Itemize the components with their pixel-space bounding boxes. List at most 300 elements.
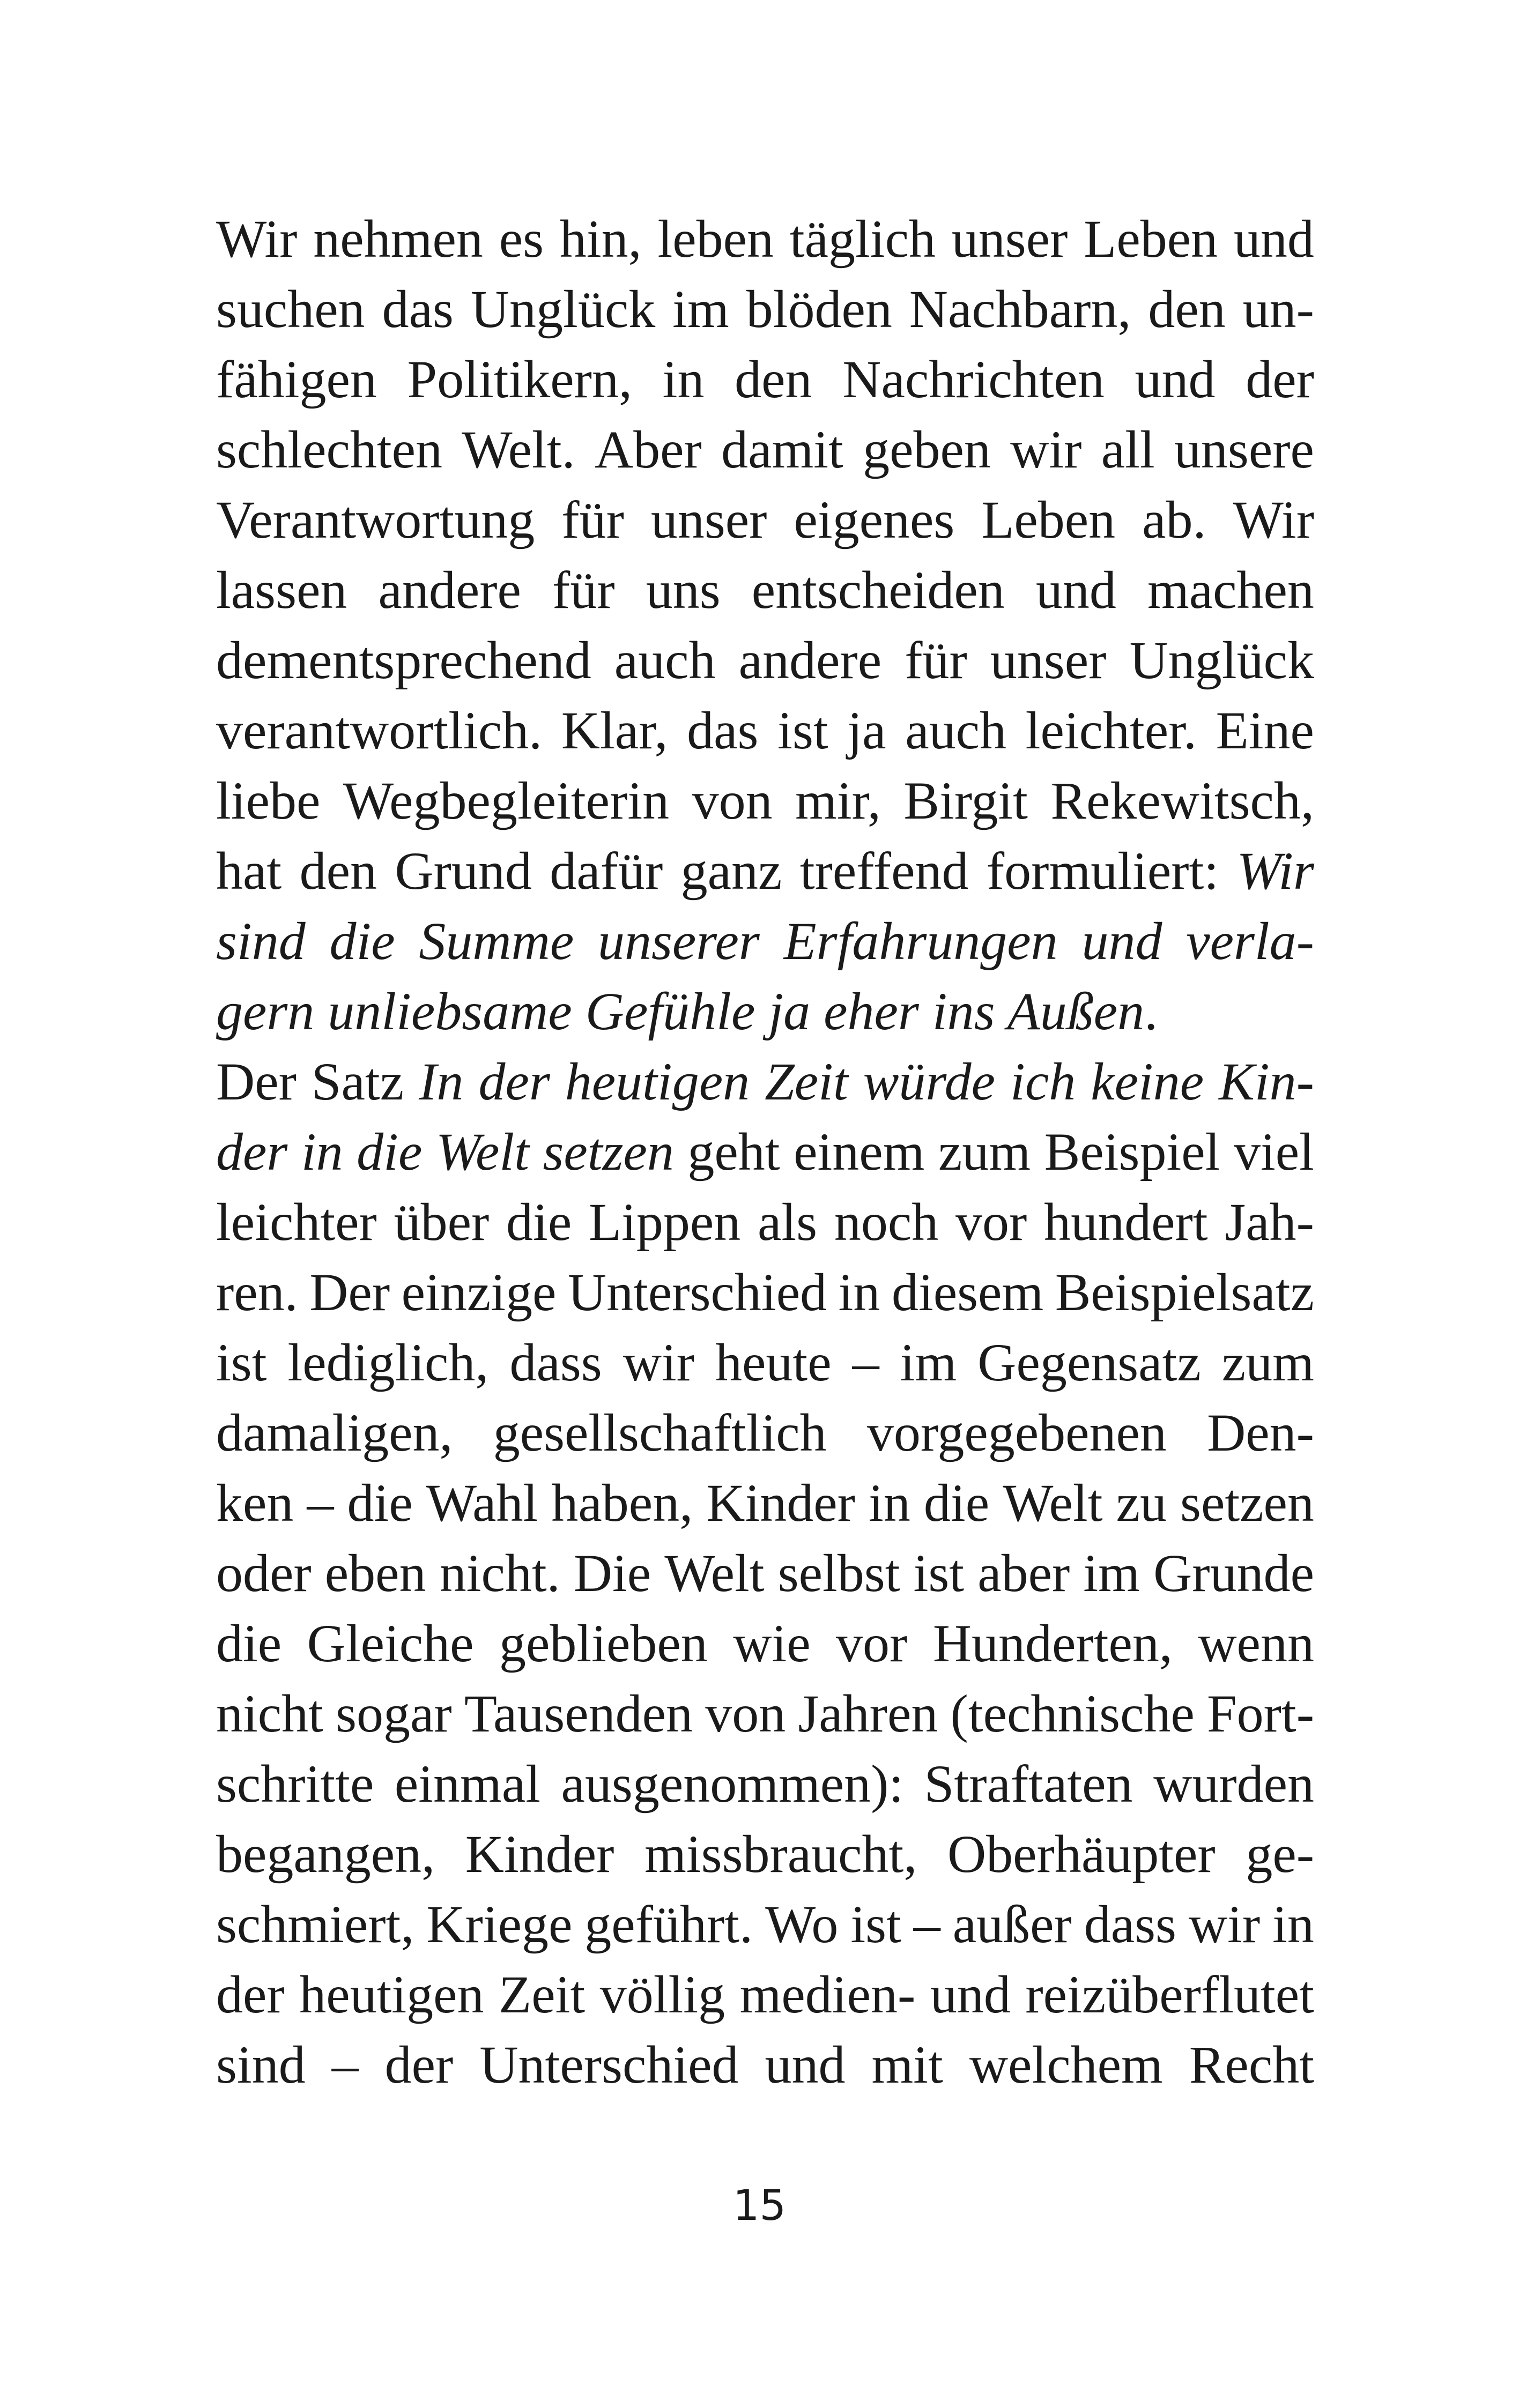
word-space <box>632 344 663 414</box>
text-segment: Welt. <box>462 420 575 479</box>
word-space <box>572 1889 584 1959</box>
text-line <box>216 485 1314 555</box>
text-segment: selbst <box>777 1543 900 1603</box>
word-space <box>1216 1819 1246 1889</box>
text-segment: auch <box>614 630 716 690</box>
text-line <box>216 1046 1314 1117</box>
word-space <box>266 1327 287 1398</box>
text-segment: im <box>900 1333 957 1392</box>
word-space <box>452 1678 464 1749</box>
text-line <box>216 1608 1314 1678</box>
word-space <box>298 1257 310 1327</box>
word-space <box>774 204 790 274</box>
text-segment: unser <box>650 490 767 549</box>
text-segment: ist <box>850 1894 901 1954</box>
word-space <box>1131 274 1148 344</box>
word-space <box>1260 1889 1272 1959</box>
text-segment: Kinder <box>465 1824 614 1884</box>
word-space <box>989 1468 1003 1538</box>
text-segment: damit <box>721 420 843 479</box>
text-line <box>216 976 1314 1046</box>
text-segment: haben, <box>551 1473 693 1533</box>
text-segment: viel <box>1233 1122 1314 1181</box>
word-space <box>827 1398 867 1468</box>
word-space <box>1072 1889 1084 1959</box>
word-space <box>780 1117 794 1187</box>
word-space <box>924 1117 938 1187</box>
italic-text: die <box>357 1122 423 1181</box>
word-space <box>1204 1046 1219 1117</box>
text-segment: mir, <box>795 771 881 830</box>
text-segment: schmiert, <box>216 1894 414 1954</box>
word-space <box>556 1257 568 1327</box>
word-space <box>758 695 777 765</box>
text-segment: Birgit <box>903 771 1028 830</box>
word-space <box>343 1117 357 1187</box>
text-segment: die <box>347 1473 413 1533</box>
word-space <box>1208 1187 1225 1257</box>
word-space <box>968 836 986 906</box>
word-space <box>488 1327 509 1398</box>
word-space <box>414 1889 426 1959</box>
text-line <box>216 1749 1314 1819</box>
word-space <box>812 344 843 414</box>
text-segment: einzige <box>401 1262 557 1322</box>
word-space <box>1133 1749 1154 1819</box>
word-space <box>740 1187 758 1257</box>
text-segment: und <box>1035 560 1116 620</box>
text-segment: un- <box>1242 279 1314 339</box>
text-line <box>216 1889 1314 1959</box>
text-segment: uns <box>646 560 721 620</box>
word-space <box>395 906 419 976</box>
word-space <box>287 1117 301 1187</box>
word-space <box>786 1678 798 1749</box>
word-space <box>767 485 794 555</box>
word-space <box>954 485 981 555</box>
word-space <box>281 836 299 906</box>
word-space <box>663 836 680 906</box>
text-segment: den <box>735 350 812 409</box>
word-space <box>602 1327 623 1398</box>
text-line <box>216 1398 1314 1468</box>
text-segment: dementsprechend <box>216 630 591 690</box>
text-segment: im <box>1083 1543 1140 1603</box>
text-segment: nicht <box>216 1684 323 1743</box>
text-segment: Wahl <box>426 1473 538 1533</box>
text-line <box>216 836 1314 906</box>
text-segment: für <box>905 630 967 690</box>
word-space <box>614 1819 644 1889</box>
text-segment: die <box>216 1614 282 1673</box>
word-space <box>995 1046 1010 1117</box>
text-segment: Oberhäupter <box>947 1824 1216 1884</box>
word-space <box>1226 274 1243 344</box>
text-segment: in <box>1272 1894 1314 1954</box>
text-segment: und <box>1135 350 1216 409</box>
text-segment: die <box>923 1473 990 1533</box>
word-space <box>760 906 784 976</box>
word-space <box>1219 836 1236 906</box>
word-space <box>773 765 795 836</box>
text-segment: liebe <box>216 771 321 830</box>
word-space <box>474 1608 499 1678</box>
word-space <box>1163 2030 1189 2100</box>
text-segment: Die <box>573 1543 651 1603</box>
text-segment: Leben <box>1084 209 1218 269</box>
text-segment: heute <box>715 1333 832 1392</box>
word-space <box>1167 1468 1180 1538</box>
word-space <box>489 1187 506 1257</box>
text-segment: für <box>561 490 624 549</box>
word-space <box>1218 204 1234 274</box>
word-space <box>442 414 462 485</box>
text-segment: nicht. <box>439 1543 560 1603</box>
italic-text: Erfahrungen <box>783 911 1058 971</box>
text-line <box>216 344 1314 414</box>
word-space <box>704 344 735 414</box>
word-space <box>483 204 499 274</box>
text-segment: von <box>692 771 773 830</box>
word-space <box>1043 1257 1055 1327</box>
word-space <box>1006 695 1026 765</box>
word-space <box>827 1257 839 1327</box>
text-segment: ren. <box>216 1262 298 1322</box>
italic-text: Welt <box>435 1122 529 1181</box>
word-space <box>1105 344 1135 414</box>
text-segment: missbraucht, <box>644 1824 917 1884</box>
text-segment: eben <box>324 1543 426 1603</box>
text-line <box>216 1257 1314 1327</box>
text-segment: Jahren <box>798 1684 938 1743</box>
text-segment: Jah- <box>1225 1192 1314 1252</box>
text-segment: einmal <box>394 1754 540 1814</box>
text-segment: fähigen <box>216 350 377 409</box>
text-segment: formuliert: <box>986 841 1219 901</box>
word-space <box>390 1257 402 1327</box>
text-segment: noch <box>834 1192 939 1252</box>
text-segment: hat <box>216 841 282 901</box>
word-space <box>917 1819 947 1889</box>
text-segment: in <box>869 1473 910 1533</box>
word-space <box>910 1468 924 1538</box>
text-segment: damaligen, <box>216 1403 453 1462</box>
word-space <box>936 204 952 274</box>
text-segment: und <box>765 2035 846 2094</box>
word-space <box>1103 1468 1116 1538</box>
word-space <box>323 1678 336 1749</box>
text-line <box>216 1117 1314 1187</box>
italic-text: Zeit <box>765 1052 848 1111</box>
word-space <box>651 1538 664 1608</box>
text-segment: einem <box>794 1122 925 1181</box>
italic-text: Wir <box>1236 841 1314 901</box>
text-segment: Zeit <box>499 1965 586 2024</box>
text-line <box>216 1678 1314 1749</box>
text-segment: suchen <box>216 279 365 339</box>
word-space <box>297 1046 312 1117</box>
text-segment: Kriege <box>426 1894 573 1954</box>
word-space <box>1155 414 1174 485</box>
text-segment: leichter <box>216 1192 377 1252</box>
text-segment: ist <box>777 701 828 760</box>
text-segment: Welt <box>1003 1473 1103 1533</box>
text-segment: der <box>1246 350 1314 409</box>
word-space <box>1011 1959 1026 2030</box>
word-space <box>729 274 746 344</box>
text-segment: unser <box>951 209 1068 269</box>
word-space <box>828 695 848 765</box>
word-space <box>404 1046 419 1117</box>
text-segment: andere <box>738 630 882 690</box>
italic-text: Kin- <box>1219 1052 1314 1111</box>
text-segment: ge- <box>1246 1824 1314 1884</box>
word-space <box>1216 344 1246 414</box>
text-segment: oder <box>216 1543 312 1603</box>
word-space <box>560 1538 574 1608</box>
word-space <box>1220 1117 1234 1187</box>
word-space <box>838 1889 850 1959</box>
text-segment: Den- <box>1207 1403 1314 1462</box>
italic-text: heutigen <box>565 1052 750 1111</box>
word-space <box>693 1468 706 1538</box>
text-segment: ist <box>913 1543 965 1603</box>
text-segment: Welt <box>664 1543 765 1603</box>
word-space <box>422 1117 436 1187</box>
word-space <box>716 625 739 695</box>
word-space <box>426 1538 440 1608</box>
word-space <box>320 765 343 836</box>
word-space <box>1167 1398 1207 1468</box>
word-space <box>550 1046 565 1117</box>
word-space <box>591 625 614 695</box>
text-segment: zu <box>1116 1473 1167 1533</box>
text-segment: dass <box>509 1333 602 1392</box>
text-segment: unser <box>990 630 1107 690</box>
text-segment: wenn <box>1198 1614 1314 1673</box>
text-line <box>216 414 1314 485</box>
text-segment: Leben <box>981 490 1116 549</box>
page-number: 15 <box>732 2182 787 2230</box>
word-space <box>454 274 471 344</box>
word-space <box>585 1959 600 2030</box>
text-segment: außer <box>952 1894 1072 1954</box>
text-segment: sogar <box>336 1684 452 1743</box>
text-segment: ausgenommen): <box>561 1754 904 1814</box>
text-segment: Gegensatz <box>977 1333 1201 1392</box>
word-space <box>281 1608 307 1678</box>
text-segment: Beispielsatz <box>1055 1262 1314 1322</box>
word-space <box>574 906 598 976</box>
word-space <box>702 414 721 485</box>
word-space <box>964 1538 977 1608</box>
text-segment: Tausenden <box>464 1684 693 1743</box>
text-segment: unsere <box>1174 420 1314 479</box>
text-segment: dass <box>1084 1894 1176 1954</box>
word-space <box>538 1468 551 1538</box>
italic-text: die <box>329 911 395 971</box>
text-segment: Kinder <box>706 1473 855 1533</box>
word-space <box>1206 485 1233 555</box>
italic-text: der <box>478 1052 550 1111</box>
text-segment: völlig <box>599 1965 725 2024</box>
text-segment: Satz <box>311 1052 404 1111</box>
text-segment: Der <box>309 1262 390 1322</box>
text-segment: lediglich, <box>287 1333 489 1392</box>
word-space <box>900 1538 913 1608</box>
text-line <box>216 695 1314 765</box>
word-space <box>365 274 382 344</box>
text-segment: Hunderten, <box>932 1614 1173 1673</box>
text-segment: Klar, <box>561 701 668 760</box>
text-segment: verantwortlich. <box>216 701 543 760</box>
text-segment: machen <box>1147 560 1314 620</box>
word-space <box>903 1749 924 1819</box>
text-segment: die <box>506 1192 572 1252</box>
text-segment: Wo <box>765 1894 839 1954</box>
text-segment: (technische <box>950 1684 1195 1743</box>
word-space <box>453 1398 493 1468</box>
text-segment: als <box>758 1192 818 1252</box>
text-segment: Grunde <box>1153 1543 1314 1603</box>
text-segment: Straftaten <box>924 1754 1133 1814</box>
word-space <box>750 1046 765 1117</box>
text-segment: leichter. <box>1025 701 1197 760</box>
word-space <box>843 414 863 485</box>
italic-text: ich <box>1010 1052 1076 1111</box>
word-space <box>991 414 1010 485</box>
word-space <box>845 2030 871 2100</box>
word-space <box>1176 1889 1189 1959</box>
text-segment: Nachrichten <box>842 350 1105 409</box>
word-space <box>572 1187 589 1257</box>
text-line <box>216 1327 1314 1398</box>
word-space <box>655 274 672 344</box>
text-line <box>216 555 1314 625</box>
text-line <box>216 1959 1314 2030</box>
text-segment: dafür <box>550 841 663 901</box>
italic-text: gern unliebsame Gefühle ja eher ins Außen <box>216 982 1145 1041</box>
text-segment: – <box>913 1894 940 1954</box>
word-space <box>817 1187 834 1257</box>
text-segment: vor <box>955 1192 1027 1252</box>
text-line <box>216 204 1314 274</box>
text-segment: wir <box>1010 420 1082 479</box>
text-segment: schlechten <box>216 420 443 479</box>
word-space <box>1068 204 1084 274</box>
text-segment: nehmen <box>313 209 483 269</box>
text-segment: und <box>1233 209 1314 269</box>
word-space <box>674 1117 688 1187</box>
word-space <box>377 344 407 414</box>
text-segment: sind <box>216 2035 306 2094</box>
word-space <box>453 2030 479 2100</box>
word-space <box>880 1257 892 1327</box>
word-space <box>484 1959 499 2030</box>
text-segment: über <box>394 1192 490 1252</box>
text-segment: geben <box>863 420 991 479</box>
text-segment: den <box>1148 279 1226 339</box>
word-space <box>782 836 799 906</box>
word-space <box>1027 1187 1044 1257</box>
text-line <box>216 1819 1314 1889</box>
text-segment: Lippen <box>588 1192 741 1252</box>
text-segment: geführt. <box>584 1894 753 1954</box>
text-segment: begangen, <box>216 1824 435 1884</box>
word-space <box>881 625 905 695</box>
body-text <box>216 204 1314 2100</box>
text-segment: zum <box>1221 1333 1314 1392</box>
text-segment: medien- <box>739 1965 916 2024</box>
text-line <box>216 1538 1314 1608</box>
text-segment: Eine <box>1216 701 1314 760</box>
text-segment: und <box>930 1965 1011 2024</box>
text-segment: Gleiche <box>307 1614 474 1673</box>
text-segment: ab. <box>1142 490 1206 549</box>
word-space <box>312 1538 325 1608</box>
word-space <box>811 1608 836 1678</box>
text-segment: welchem <box>969 2035 1163 2094</box>
text-line <box>216 625 1314 695</box>
text-segment: . <box>1144 982 1158 1041</box>
word-space <box>542 695 561 765</box>
text-segment: hin, <box>559 209 642 269</box>
text-segment: ganz <box>680 841 782 901</box>
text-segment: heutigen <box>299 1965 484 2024</box>
text-segment: blöden <box>746 279 892 339</box>
text-segment: Politikern, <box>407 350 632 409</box>
italic-text: Summe <box>419 911 574 971</box>
text-segment: in <box>838 1262 880 1322</box>
word-space <box>1070 1538 1083 1608</box>
text-segment: diesem <box>891 1262 1044 1322</box>
paragraph <box>216 204 1314 1046</box>
text-line <box>216 2030 1314 2100</box>
text-segment: mit <box>871 2035 943 2094</box>
text-segment: gesellschaftlich <box>493 1403 827 1462</box>
text-segment: reizüberflutet <box>1025 1965 1314 2024</box>
word-space <box>374 1749 395 1819</box>
word-space <box>1140 1538 1153 1608</box>
text-segment: Recht <box>1189 2035 1314 2094</box>
word-space <box>347 555 378 625</box>
word-space <box>306 2030 332 2100</box>
text-segment: ja <box>847 701 886 760</box>
text-segment: in <box>662 350 705 409</box>
word-space <box>1173 1608 1198 1678</box>
text-segment: schritte <box>216 1754 374 1814</box>
text-line <box>216 1468 1314 1538</box>
word-space <box>1081 414 1101 485</box>
text-segment: Grund <box>395 841 532 901</box>
text-segment: treffend <box>799 841 969 901</box>
word-space <box>668 695 687 765</box>
text-segment: andere <box>378 560 521 620</box>
word-space <box>957 1327 977 1398</box>
text-segment: täglich <box>789 209 936 269</box>
text-segment: Der <box>216 1052 297 1111</box>
text-segment: Aber <box>594 420 702 479</box>
word-space <box>753 1889 765 1959</box>
word-space <box>540 1749 561 1819</box>
text-segment: setzen <box>1180 1473 1314 1533</box>
text-segment: Rekewitsch, <box>1050 771 1314 830</box>
text-segment: das <box>382 279 454 339</box>
word-space <box>1201 1327 1222 1398</box>
word-space <box>881 765 903 836</box>
word-space <box>892 274 909 344</box>
italic-text: in <box>301 1122 343 1181</box>
